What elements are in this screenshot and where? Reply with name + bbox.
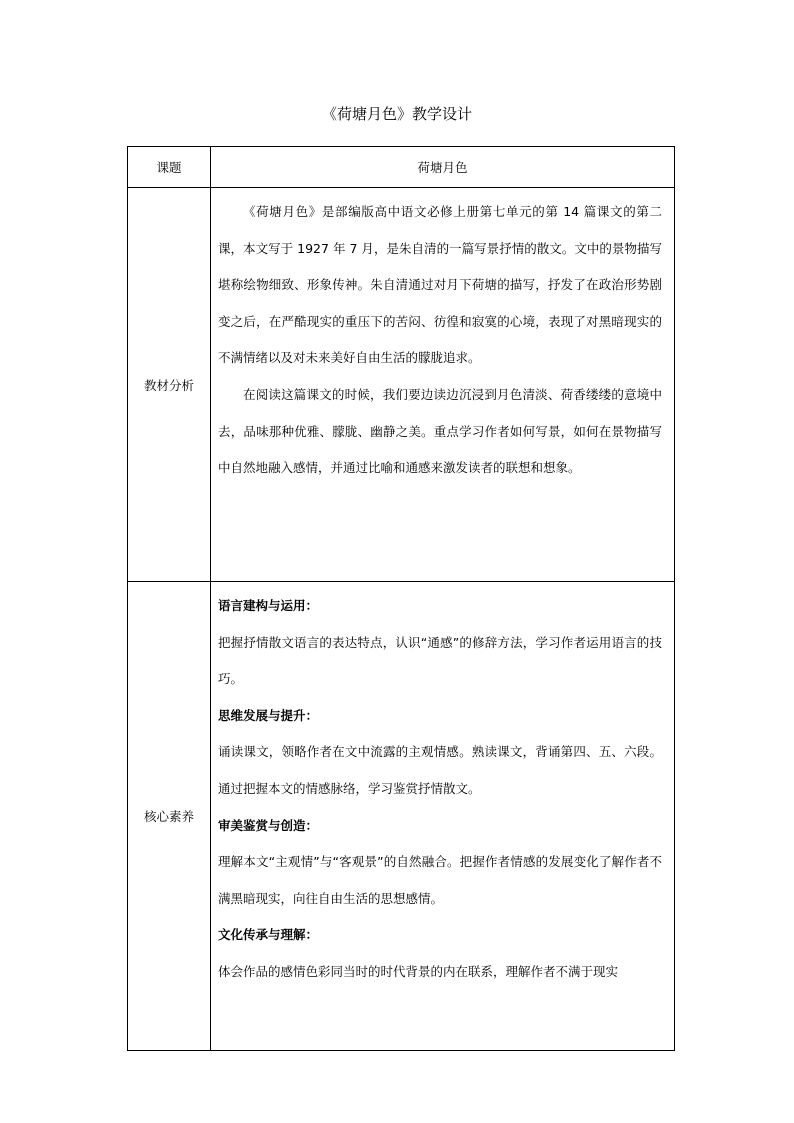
core-literacy-label: 核心素养 [128, 582, 211, 1051]
table-row-material-analysis [128, 188, 675, 582]
section-heading-thinking: 思维发展与提升： [218, 707, 319, 723]
topic-label: 课题 [128, 147, 211, 188]
section-text-thinking: 诵读课文，领略作者在文中流露的主观情感。熟读课文，背诵第四、五、六段。通过把握本文的情感脉络，学习鉴赏抒情散文。 [218, 744, 662, 796]
section-heading-culture: 文化传承与理解： [218, 927, 319, 943]
material-analysis-content [211, 188, 675, 582]
material-analysis-paragraph-2: 在阅读这篇课文的时候，我们要边读边沉浸到月色清淡、荷香缕缕的意境中去，品味那种优雅、朦胧、幽静之美。重点学习作者如何写景，如何在景物描写中自然地融入感情，并通过比喻和通感来激发读者的联想和想象。 [218, 386, 662, 476]
section-heading-aesthetics: 审美鉴赏与创造： [218, 817, 319, 833]
table-row-core-literacy [128, 582, 675, 1051]
section-heading-language: 语言建构与运用： [218, 598, 319, 613]
lesson-plan-table [127, 146, 675, 1051]
section-text-aesthetics: 理解本文“主观情”与“客观景”的自然融合。把握作者情感的发展变化了解作者不满黑暗现实，向往自由生活的思想感情。 [218, 854, 662, 906]
document-title: 《荷塘月色》教学设计 [321, 105, 472, 123]
core-literacy-content [211, 582, 675, 1051]
table-row-topic [128, 147, 675, 188]
section-text-language: 把握抒情散文语言的表达特点，认识“通感”的修辞方法，学习作者运用语言的技巧。 [218, 634, 662, 687]
section-text-culture: 体会作品的感情色彩同当时的时代背景的内在联系，理解作者不满于现实 [218, 963, 619, 979]
topic-value: 荷塘月色 [211, 147, 675, 188]
material-analysis-label: 教材分析 [128, 188, 211, 582]
material-analysis-paragraph-1: 《荷塘月色》是部编版高中语文必修上册第七单元的第 14 篇课文的第二课，本文写于 1927 年 7 月，是朱自清的一篇写景抒情的散文。文中的景物描写堪称绘物细致、形象传神。朱自清通过对月下荷塘的描写，抒发了在政治形势剧变之后，在严酷现实的重压下的苦闷、彷徨和寂寞的心境，表现了对黑暗现实的不满情绪以及对未来美好自由生活的朦胧追求。 [218, 204, 662, 366]
